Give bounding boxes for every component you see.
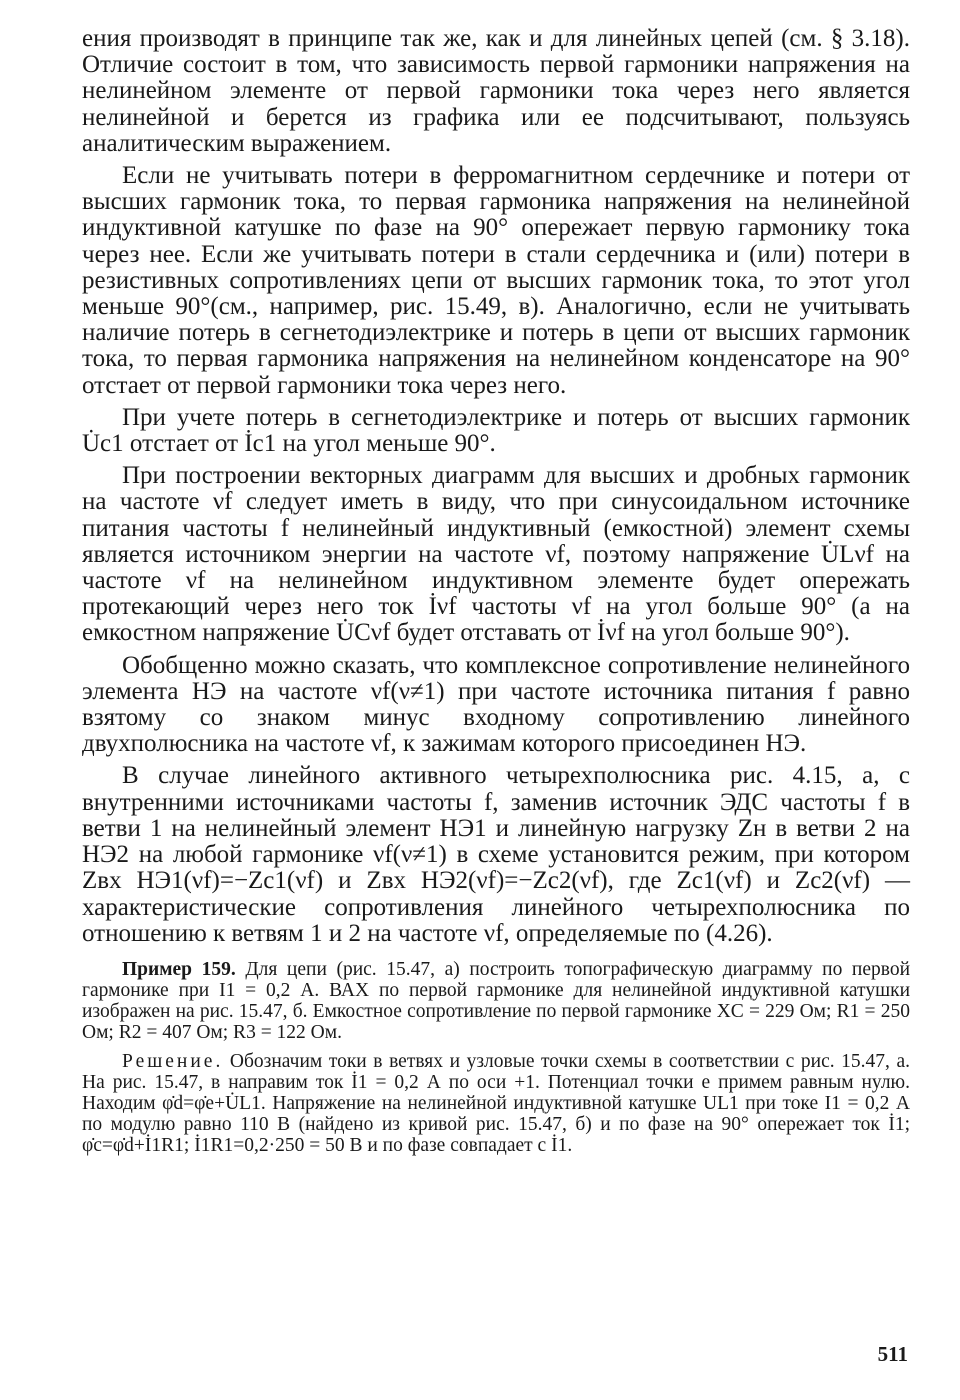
page-number: 511 bbox=[877, 1342, 908, 1366]
paragraph-3: При учете потерь в сегнетодиэлектрике и потерь от высших гармоник U̇c1 отстает от İc1 на угол меньше 90°. bbox=[82, 403, 910, 458]
paragraph-1: ения производят в принципе так же, как и для линейных цепей (см. § 3.18). Отличие состоит в том, что зависимость первой гармоники напряжения на нелинейном элементе от первой гармоники тока через него является нелинейной и берется из графика или ее подсчитывают, пользуясь аналитическим выражением. bbox=[82, 25, 910, 157]
page-body bbox=[82, 26, 910, 1156]
solution-text: Обозначим токи в ветвях и узловые точки схемы в соответствии с рис. 15.47, а. На рис. 15.47, в направим ток İ1 = 0,2 А по оси +1. Потенциал точки е примем равным нулю. Находим φ̇d=φ̇e+U̇L1. Напряжение на нелинейной индуктивной катушке UL1 при токе I1 = 0,2 А по модулю равно 110 В (найдено из кривой рис. 15.47, б) и по фазе на 90° опережает ток İ1; φ̇c=φ̇d+İ1R1; İ1R1=0,2·250 = 50 В и по фазе совпадает с İ1. bbox=[82, 1050, 911, 1156]
solution-label: Решение. bbox=[122, 1050, 224, 1072]
paragraph-5: Обобщенно можно сказать, что комплексное сопротивление нелинейного элемента НЭ на частоте νf(ν≠1) при частоте источника питания f равно взятому со знаком минус входному сопротивлению линейного двухполюсника на частоте νf, к зажимам которого присоединен НЭ. bbox=[82, 651, 910, 758]
paragraph-4: При построении векторных диаграмм для высших и дробных гармоник на частоте νf следует иметь в виду, что при синусоидальном источнике питания частоты f нелинейный индуктивный (емкостной) элемент схемы является источником энергии на частоте νf, поэтому напряжение U̇Lνf на частоте νf на нелинейном индуктивном элементе будет опережать протекающий через него ток İνf частоты νf на угол больше 90° (а на емкостном напряжение U̇Cνf будет отставать от İνf на угол больше 90°). bbox=[82, 462, 910, 647]
example-block bbox=[82, 959, 910, 1156]
example-label: Пример 159. bbox=[122, 958, 236, 980]
example-paragraph bbox=[82, 959, 910, 1043]
paragraph-6: В случае линейного активного четырехполюсника рис. 4.15, а, с внутренними источниками частоты f, заменив источник ЭДС частоты f в ветви 1 на нелинейный элемент НЭ1 и линейную нагрузку Zн в ветви 2 на НЭ2 на любой гармонике νf(ν≠1) в схеме установится режим, при котором Zвх НЭ1(νf)=−Zc1(νf) и Zвх НЭ2(νf)=−Zc2(νf), где Zc1(νf) и Zc2(νf) — характеристические сопротивления линейного четырехполюсника по отношению к ветвям 1 и 2 на частоте νf, определяемые по (4.26). bbox=[82, 762, 910, 947]
solution-paragraph bbox=[82, 1051, 910, 1156]
paragraph-2: Если не учитывать потери в ферромагнитном сердечнике и потери от высших гармоник тока, то первая гармоника напряжения на нелинейной индуктивной катушке по фазе на 90° опережает первую гармонику тока через нее. Если же учитывать потери в стали сердечника и (или) потери в резистивных сопротивлениях цепи от высших гармоник тока, то этот угол меньше 90°(см., например, рис. 15.49, в). Аналогично, если не учитывать наличие потерь в сегнетодиэлектрике и потерь в цепи от высших гармоник тока, то первая гармоника напряжения на нелинейном конденсаторе на 90° отстает от первой гармоники тока через него. bbox=[82, 162, 910, 399]
example-text: Для цепи (рис. 15.47, а) построить топографическую диаграмму по первой гармонике при I1 = 0,2 А. ВАХ по первой гармонике для нелинейной индуктивной катушки изображен на рис. 15.47, б. Емкостное сопротивление по первой гармонике XC = 229 Ом; R1 = 250 Ом; R2 = 407 Ом; R3 = 122 Ом. bbox=[82, 958, 911, 1043]
